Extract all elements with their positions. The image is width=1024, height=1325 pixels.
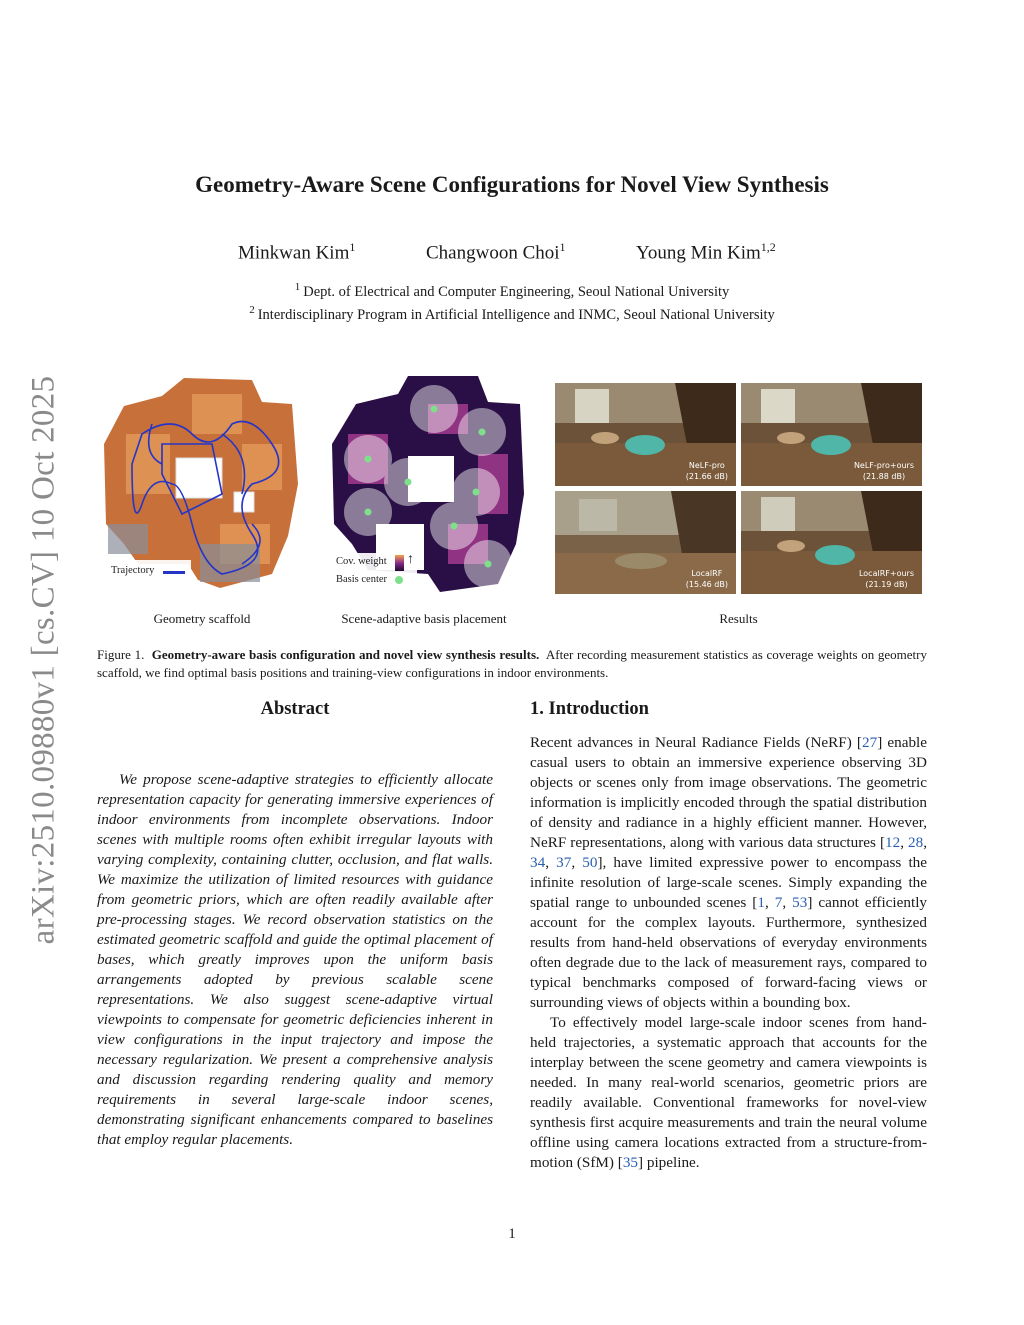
cov-weight-colorbar — [395, 555, 404, 571]
body-text: To effectively model large-scale indoor scenes from hand-held trajectories, a systematic approach that accounts for the interplay between the scene geometry and camera viewpoints is needed. In many real-world scenarios, geometric priors are readily available. Conventional frameworks for novel-view synthesis first acquire measurements and train the neural volume offline using camera locations extracted from a structure-from-motion (SfM) [ — [530, 1014, 927, 1171]
abstract-heading: Abstract — [260, 699, 330, 719]
trajectory-legend-label: Trajectory — [111, 565, 155, 576]
result-label — [859, 568, 914, 590]
results-grid — [555, 383, 922, 594]
body-text: Recent advances in Neural Radiance Fields (NeRF) [ — [530, 734, 862, 751]
method-name: LocalRF+ours — [858, 569, 914, 578]
body-text: ] pipeline. — [638, 1154, 700, 1171]
citation-link[interactable]: 34 — [530, 854, 546, 871]
body-text: , — [545, 854, 557, 871]
subcaption-results: Results — [719, 611, 758, 626]
affiliation-text: Interdisciplinary Program in Artificial Intelligence and INMC, Seoul National University — [257, 306, 775, 323]
author-list — [0, 240, 1024, 266]
arrow-up-icon: ↑ — [407, 552, 414, 567]
citation-link[interactable]: 50 — [582, 854, 598, 871]
introduction-heading: 1. Introduction — [530, 699, 649, 719]
result-tile-nelf-pro — [555, 383, 736, 486]
citation-link[interactable]: 27 — [862, 734, 878, 751]
arxiv-stamp — [0, 0, 75, 1325]
body-text: , — [923, 834, 928, 851]
body-text: , — [900, 834, 909, 851]
author-sup: 1 — [559, 240, 566, 254]
figure-label: Figure 1. — [97, 647, 145, 662]
abstract-text: We propose scene-adaptive strategies to efficiently allocate representation capacity for generating immersive experiences of indoor environments from incomplete observations. Indoor scenes with multiple rooms often exhibit irregular layouts with varying complexity, containing clutter, occlusion, and flat walls. We maximize the utilization of limited resources with guidance from geometric priors, which are often readily available after pre-processing stages. We record observation statistics on the estimated geometric scaffold and guide the optimal placement of bases, which greatly improves upon the uniform basis arrangements adopted by previous scalable scene representations. We also suggest scene-adaptive virtual viewpoints to compensate for geometric deficiencies inherent in view configurations in the input trajectory and impose the necessary regularization. We present a comprehensive analysis and discussion regarding rendering quality and memory requirements in several large-scale indoor scenes, demonstrating significant enhancements compared to baselines that employ regular placements. — [97, 771, 493, 1148]
trajectory-legend — [107, 560, 191, 584]
affiliation-1 — [0, 281, 1024, 301]
cov-weight-label: Cov. weight — [336, 556, 387, 567]
introduction-paragraph-1 — [530, 733, 927, 1013]
subcaption-basis-placement: Scene-adaptive basis placement — [341, 611, 507, 626]
result-tile-localrf-ours — [741, 491, 922, 594]
citation-link[interactable]: 37 — [556, 854, 572, 871]
method-name: NeLF-pro — [688, 461, 725, 470]
affiliation-sup: 1 — [294, 281, 301, 293]
affiliation-sup: 2 — [249, 304, 255, 316]
body-text: ] cannot efficiently account for the complex layouts. Furthermore, synthesized results from hand-held observations of everyday environments often degrade due to the lack of measurement rays, compared to typical benchmarks composed of forward-facing views or surrounding views of objects within a bounding box. — [530, 894, 928, 1011]
citation-link[interactable]: 35 — [622, 1154, 638, 1171]
psnr-value: (21.66 dB) — [685, 472, 728, 481]
introduction-paragraph-2 — [530, 1013, 927, 1173]
citation-link[interactable]: 1 — [757, 894, 765, 911]
author-1 — [238, 240, 355, 264]
result-label — [686, 568, 728, 590]
result-label — [686, 460, 728, 482]
author-name: Young Min Kim — [636, 242, 761, 264]
citation-link[interactable]: 7 — [774, 894, 783, 911]
result-tile-nelf-pro-ours — [741, 383, 922, 486]
psnr-value: (21.19 dB) — [865, 580, 908, 589]
psnr-value: (15.46 dB) — [685, 580, 728, 589]
paper-title: Geometry-Aware Scene Configurations for Novel View Synthesis — [195, 172, 829, 197]
author-name: Minkwan Kim — [238, 242, 350, 264]
figure-caption-bold: Geometry-aware basis configuration and novel view synthesis results. — [151, 647, 540, 662]
citation-link[interactable]: 12 — [885, 834, 901, 851]
affiliation-text: Dept. of Electrical and Computer Engineering, Seoul National University — [303, 283, 730, 300]
body-text: , — [782, 894, 793, 911]
author-2 — [426, 240, 566, 264]
author-sup: 1 — [349, 240, 356, 254]
basis-center-swatch — [395, 576, 403, 584]
arxiv-id: arXiv:2510.09880v1 [cs.CV] 10 Oct 2025 — [25, 375, 62, 945]
basis-legend — [333, 553, 417, 589]
citation-link[interactable]: 53 — [792, 894, 808, 911]
introduction-body — [530, 733, 927, 1173]
basis-center-label: Basis center — [336, 574, 388, 585]
result-tile-localrf — [555, 491, 736, 594]
author-name: Changwoon Choi — [426, 242, 560, 264]
body-text: , — [571, 854, 583, 871]
method-name: LocalRF — [691, 569, 723, 578]
result-label — [854, 460, 914, 482]
subcaption-geometry-scaffold: Geometry scaffold — [153, 611, 251, 626]
author-3 — [636, 240, 776, 264]
method-name: NeLF-pro+ours — [853, 461, 914, 470]
page-number: 1 — [508, 1226, 516, 1242]
author-sup: 1,2 — [760, 240, 776, 254]
figure-caption-text: After recording measurement statistics as coverage weights on geometry scaffold, we find optimal basis positions and training-view configurations in indoor environments. — [97, 647, 927, 680]
affiliation-2 — [0, 304, 1024, 324]
figure-caption — [97, 646, 927, 682]
body-text: , — [764, 894, 775, 911]
body-text: ], have limited expressive power to encompass the infinite resolution of large-scale scenes. Simply expanding the spatial range to unbounded scenes [ — [530, 854, 927, 911]
citation-link[interactable]: 28 — [908, 834, 924, 851]
trajectory-legend-swatch — [163, 571, 185, 574]
body-text: ] enable casual users to obtain an immersive experience observing 3D objects or scenes only from image observations. The geometric information is implicitly encoded through the spatial distribution of density and radiance in a highly efficient manner. However, NeRF representations, along with various data structures [ — [530, 734, 928, 851]
psnr-value: (21.88 dB) — [862, 472, 906, 481]
